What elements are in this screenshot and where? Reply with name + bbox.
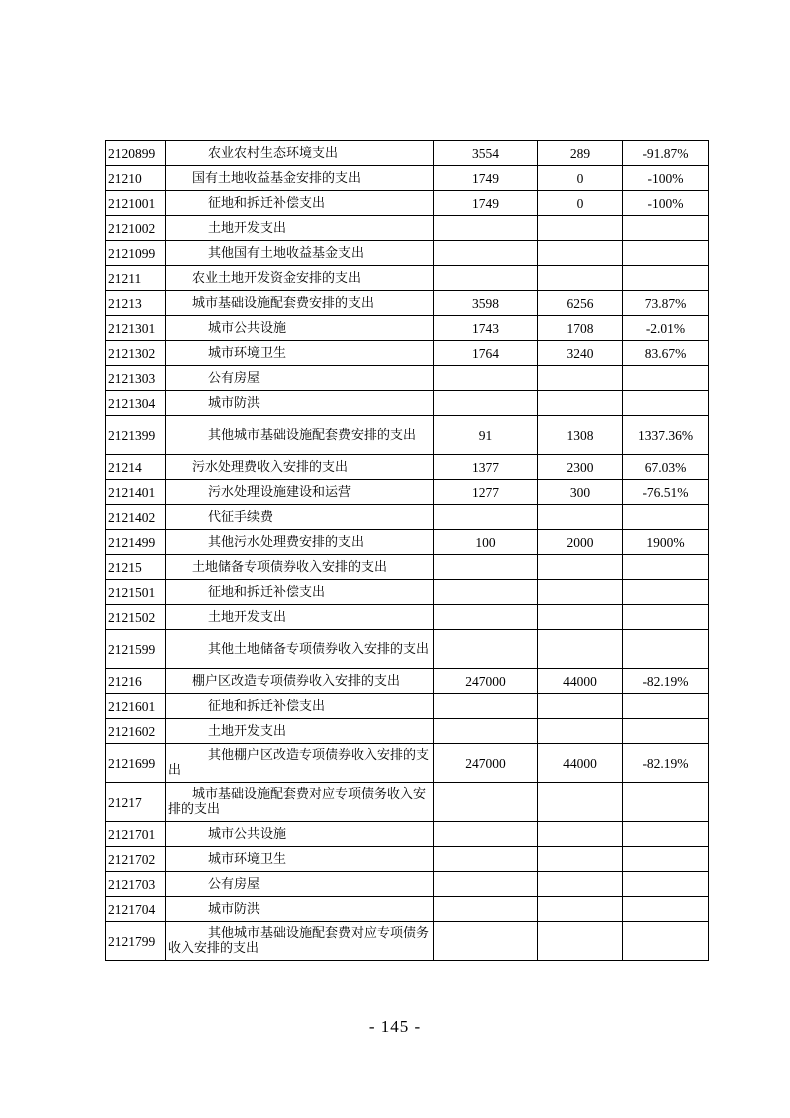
row-code: 21211 — [106, 266, 166, 291]
row-code: 2121302 — [106, 341, 166, 366]
value-change-percent — [623, 847, 709, 872]
row-code: 2121602 — [106, 719, 166, 744]
value-change-percent — [623, 605, 709, 630]
value-col-2 — [538, 822, 623, 847]
row-code: 2121402 — [106, 505, 166, 530]
value-change-percent: -2.01% — [623, 316, 709, 341]
value-change-percent: 83.67% — [623, 341, 709, 366]
table-row — [106, 694, 709, 719]
value-col-1 — [434, 605, 538, 630]
row-code: 21213 — [106, 291, 166, 316]
table-row — [106, 266, 709, 291]
value-change-percent — [623, 216, 709, 241]
row-code: 2121601 — [106, 694, 166, 719]
row-name — [166, 630, 434, 669]
value-change-percent — [623, 366, 709, 391]
value-col-1 — [434, 897, 538, 922]
table-row — [106, 669, 709, 694]
row-name: 征地和拆迁补偿支出 — [166, 191, 434, 216]
value-change-percent: 1337.36% — [623, 416, 709, 455]
row-code: 2121799 — [106, 922, 166, 961]
value-col-1: 100 — [434, 530, 538, 555]
value-col-1: 3598 — [434, 291, 538, 316]
table-row — [106, 416, 709, 455]
value-col-2: 3240 — [538, 341, 623, 366]
value-col-1: 91 — [434, 416, 538, 455]
value-col-1 — [434, 847, 538, 872]
value-change-percent — [623, 783, 709, 822]
value-col-2: 1708 — [538, 316, 623, 341]
value-col-2 — [538, 366, 623, 391]
table-row — [106, 505, 709, 530]
value-change-percent: -76.51% — [623, 480, 709, 505]
row-name: 城市环境卫生 — [166, 847, 434, 872]
page-number: - 145 - — [368, 1017, 422, 1036]
value-col-1: 247000 — [434, 744, 538, 783]
table-row — [106, 166, 709, 191]
row-code: 2121704 — [106, 897, 166, 922]
value-col-1 — [434, 366, 538, 391]
row-code: 2121701 — [106, 822, 166, 847]
value-col-1 — [434, 872, 538, 897]
table-row — [106, 341, 709, 366]
value-change-percent: -100% — [623, 191, 709, 216]
row-name: 土地储备专项债券收入安排的支出 — [166, 555, 434, 580]
table-row — [106, 783, 709, 822]
value-col-2 — [538, 630, 623, 669]
value-col-1: 1743 — [434, 316, 538, 341]
value-col-2 — [538, 694, 623, 719]
row-name: 土地开发支出 — [166, 605, 434, 630]
value-col-1 — [434, 266, 538, 291]
table-row — [106, 580, 709, 605]
row-name: 城市防洪 — [166, 897, 434, 922]
value-col-2: 44000 — [538, 669, 623, 694]
value-col-2 — [538, 555, 623, 580]
row-name — [166, 416, 434, 455]
value-col-2: 1308 — [538, 416, 623, 455]
value-change-percent — [623, 241, 709, 266]
row-code: 2121499 — [106, 530, 166, 555]
row-name: 棚户区改造专项债券收入安排的支出 — [166, 669, 434, 694]
value-col-1 — [434, 391, 538, 416]
table-row — [106, 216, 709, 241]
value-col-2 — [538, 241, 623, 266]
value-col-1: 1377 — [434, 455, 538, 480]
row-code: 2121699 — [106, 744, 166, 783]
table-row — [106, 191, 709, 216]
row-code: 2121001 — [106, 191, 166, 216]
table-row — [106, 316, 709, 341]
table-row — [106, 480, 709, 505]
table-row — [106, 555, 709, 580]
row-name-text: 其他棚户区改造专项债券收入安排的支出 — [168, 748, 430, 778]
value-change-percent — [623, 266, 709, 291]
row-code: 2121703 — [106, 872, 166, 897]
row-name-text: 其他城市基础设施配套费对应专项债务收入安排的支出 — [168, 926, 430, 956]
value-col-1 — [434, 216, 538, 241]
table-row — [106, 744, 709, 783]
value-col-1: 3554 — [434, 141, 538, 166]
row-name — [166, 922, 434, 961]
value-col-1 — [434, 241, 538, 266]
row-code: 2121702 — [106, 847, 166, 872]
row-code: 21214 — [106, 455, 166, 480]
value-change-percent: -91.87% — [623, 141, 709, 166]
table-row — [106, 241, 709, 266]
row-name: 城市环境卫生 — [166, 341, 434, 366]
row-name — [166, 744, 434, 783]
value-col-2 — [538, 605, 623, 630]
value-change-percent — [623, 580, 709, 605]
table-body — [106, 141, 709, 961]
table-row — [106, 605, 709, 630]
value-col-1 — [434, 630, 538, 669]
value-col-2: 0 — [538, 166, 623, 191]
row-code: 2121401 — [106, 480, 166, 505]
row-code: 21217 — [106, 783, 166, 822]
value-change-percent — [623, 505, 709, 530]
row-name — [166, 783, 434, 822]
value-col-2: 44000 — [538, 744, 623, 783]
value-col-2 — [538, 847, 623, 872]
value-col-2 — [538, 505, 623, 530]
table-row — [106, 391, 709, 416]
value-col-2 — [538, 216, 623, 241]
value-change-percent — [623, 719, 709, 744]
row-code: 2121301 — [106, 316, 166, 341]
row-name: 公有房屋 — [166, 366, 434, 391]
table-row — [106, 822, 709, 847]
value-change-percent — [623, 922, 709, 961]
value-col-2 — [538, 783, 623, 822]
row-name: 代征手续费 — [166, 505, 434, 530]
row-code: 2120899 — [106, 141, 166, 166]
value-col-1 — [434, 822, 538, 847]
row-code: 2121502 — [106, 605, 166, 630]
value-change-percent: -82.19% — [623, 669, 709, 694]
row-name-text: 其他土地储备专项债券收入安排的支出 — [208, 641, 430, 657]
value-col-2: 300 — [538, 480, 623, 505]
value-change-percent: 67.03% — [623, 455, 709, 480]
value-col-1 — [434, 922, 538, 961]
table-row — [106, 455, 709, 480]
budget-table — [105, 140, 709, 961]
table-row — [106, 630, 709, 669]
table-row — [106, 872, 709, 897]
value-change-percent — [623, 555, 709, 580]
row-name: 国有土地收益基金安排的支出 — [166, 166, 434, 191]
table-row — [106, 366, 709, 391]
row-code: 2121099 — [106, 241, 166, 266]
value-col-2: 2000 — [538, 530, 623, 555]
row-code: 21216 — [106, 669, 166, 694]
row-code: 2121304 — [106, 391, 166, 416]
table-row — [106, 922, 709, 961]
row-code: 2121599 — [106, 630, 166, 669]
value-change-percent: -82.19% — [623, 744, 709, 783]
value-col-1 — [434, 694, 538, 719]
value-col-1: 1764 — [434, 341, 538, 366]
value-change-percent — [623, 872, 709, 897]
row-name: 其他国有土地收益基金支出 — [166, 241, 434, 266]
value-change-percent — [623, 897, 709, 922]
value-col-1 — [434, 505, 538, 530]
row-name: 城市基础设施配套费安排的支出 — [166, 291, 434, 316]
value-col-1: 247000 — [434, 669, 538, 694]
value-change-percent — [623, 694, 709, 719]
value-col-1 — [434, 783, 538, 822]
row-name: 公有房屋 — [166, 872, 434, 897]
value-col-2 — [538, 897, 623, 922]
value-col-1 — [434, 580, 538, 605]
table-row — [106, 291, 709, 316]
row-code: 21215 — [106, 555, 166, 580]
row-name: 城市防洪 — [166, 391, 434, 416]
row-name: 污水处理设施建设和运营 — [166, 480, 434, 505]
value-change-percent — [623, 630, 709, 669]
value-col-1: 1749 — [434, 191, 538, 216]
row-name: 城市公共设施 — [166, 316, 434, 341]
value-col-2: 0 — [538, 191, 623, 216]
row-name: 土地开发支出 — [166, 216, 434, 241]
row-name: 征地和拆迁补偿支出 — [166, 694, 434, 719]
row-name: 城市公共设施 — [166, 822, 434, 847]
value-col-1 — [434, 555, 538, 580]
value-col-2: 289 — [538, 141, 623, 166]
row-name: 土地开发支出 — [166, 719, 434, 744]
table-row — [106, 530, 709, 555]
value-col-2 — [538, 266, 623, 291]
value-col-1: 1749 — [434, 166, 538, 191]
value-change-percent — [623, 391, 709, 416]
value-col-2 — [538, 719, 623, 744]
value-change-percent — [623, 822, 709, 847]
value-col-2 — [538, 391, 623, 416]
value-col-2: 2300 — [538, 455, 623, 480]
row-name: 其他污水处理费安排的支出 — [166, 530, 434, 555]
value-col-2 — [538, 872, 623, 897]
row-name: 污水处理费收入安排的支出 — [166, 455, 434, 480]
value-col-1 — [434, 719, 538, 744]
table-row — [106, 141, 709, 166]
table-row — [106, 897, 709, 922]
row-name-text: 其他城市基础设施配套费安排的支出 — [208, 427, 417, 443]
value-change-percent: 1900% — [623, 530, 709, 555]
value-col-2 — [538, 580, 623, 605]
row-code: 2121501 — [106, 580, 166, 605]
table-row — [106, 719, 709, 744]
row-code: 2121399 — [106, 416, 166, 455]
value-change-percent: -100% — [623, 166, 709, 191]
row-code: 2121303 — [106, 366, 166, 391]
row-name: 征地和拆迁补偿支出 — [166, 580, 434, 605]
table-row — [106, 847, 709, 872]
value-change-percent: 73.87% — [623, 291, 709, 316]
row-name: 农业农村生态环境支出 — [166, 141, 434, 166]
row-code: 21210 — [106, 166, 166, 191]
value-col-2 — [538, 922, 623, 961]
value-col-2: 6256 — [538, 291, 623, 316]
row-name: 农业土地开发资金安排的支出 — [166, 266, 434, 291]
row-name-text: 城市基础设施配套费对应专项债务收入安排的支出 — [168, 787, 427, 817]
row-code: 2121002 — [106, 216, 166, 241]
value-col-1: 1277 — [434, 480, 538, 505]
